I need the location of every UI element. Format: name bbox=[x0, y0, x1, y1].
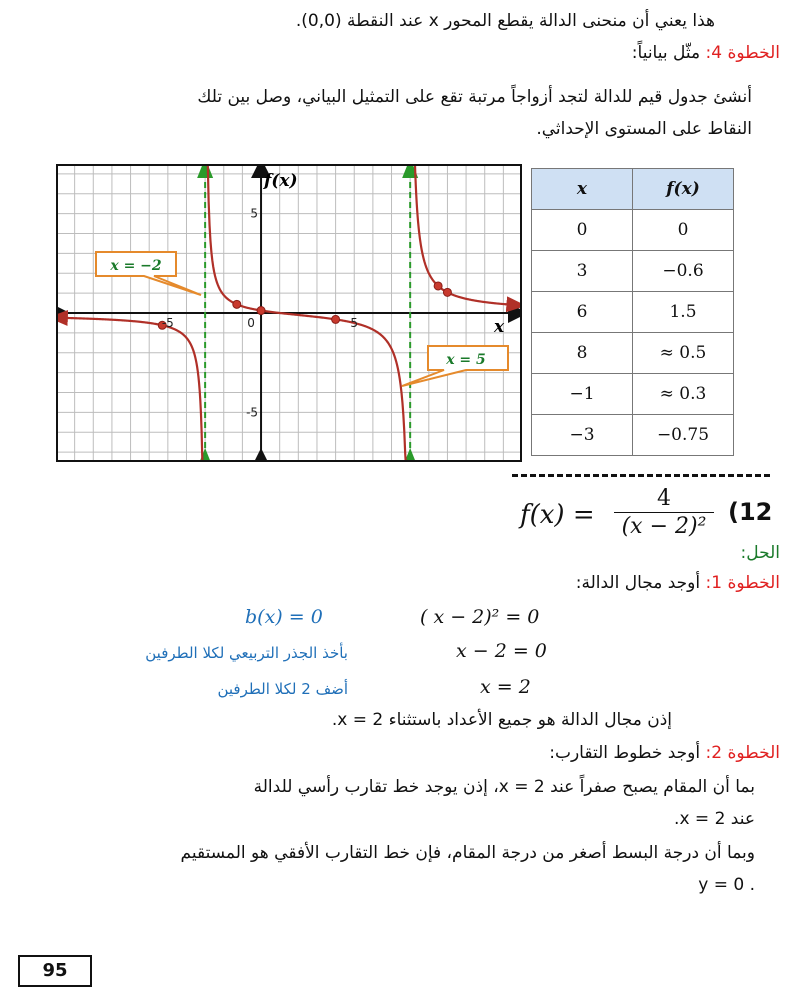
equation-1: ( x − 2)² = 0 bbox=[420, 606, 540, 628]
table-cell-x: 6 bbox=[532, 292, 633, 333]
asymptote-label-left: x = −2 bbox=[110, 258, 162, 274]
table-cell-fx: ≈ 0.5 bbox=[633, 333, 734, 374]
equation-1-note: b(x) = 0 bbox=[245, 606, 323, 628]
solution-label: الحل: bbox=[740, 543, 780, 563]
table-row bbox=[532, 251, 734, 292]
data-point bbox=[233, 300, 241, 308]
step1-label: الخطوة 1: bbox=[705, 573, 780, 593]
table-cell-fx: ≈ 0.3 bbox=[633, 374, 734, 415]
horizontal-asymptote-line-2: . y = 0 bbox=[698, 875, 755, 895]
step1-text: أوجد مجال الدالة: bbox=[575, 573, 701, 593]
step2-text: أوجد خطوط التقارب: bbox=[549, 743, 701, 763]
fraction-numerator: 4 bbox=[657, 486, 671, 511]
table-cell-x: −3 bbox=[532, 415, 633, 456]
problem-12 bbox=[520, 486, 780, 546]
tick-label: 5 bbox=[250, 206, 259, 221]
table-cell-fx: −0.75 bbox=[633, 415, 734, 456]
tick-label: -5 bbox=[246, 405, 259, 420]
step2-label: الخطوة 2: bbox=[705, 743, 780, 763]
table-cell-fx: 0 bbox=[633, 210, 734, 251]
curve-left bbox=[63, 318, 202, 462]
table-cell-x: 8 bbox=[532, 333, 633, 374]
step2-heading bbox=[549, 740, 780, 766]
table-cell-x: 3 bbox=[532, 251, 633, 292]
table-header-row bbox=[532, 169, 734, 210]
problem-lhs: f(x) = bbox=[520, 500, 595, 530]
table-row bbox=[532, 292, 734, 333]
table-cell-fx: −0.6 bbox=[633, 251, 734, 292]
paragraph-line-2: النقاط على المستوى الإحداثي. bbox=[536, 119, 752, 139]
equation-3-note: أضف 2 لكلا الطرفين bbox=[217, 680, 348, 698]
table-row bbox=[532, 415, 734, 456]
paragraph-line-1: أنشئ جدول قيم للدالة لتجد أزواجاً مرتبة تقع على التمثيل البياني، وصل بين تلك bbox=[197, 87, 752, 107]
step4-heading bbox=[632, 40, 780, 66]
x-axis-label: x bbox=[494, 317, 505, 337]
table-cell-x: −1 bbox=[532, 374, 633, 415]
data-point bbox=[257, 307, 265, 315]
horizontal-asymptote-line-1: وبما أن درجة البسط أصغر من درجة المقام، فإن خط التقارب الأفقي هو المستقيم bbox=[180, 843, 755, 863]
asymptote-label-right: x = 5 bbox=[446, 352, 486, 368]
points bbox=[158, 282, 451, 329]
curve-right bbox=[413, 164, 513, 305]
step4-text: مثّل بيانياً: bbox=[631, 43, 701, 63]
table-row bbox=[532, 333, 734, 374]
table-header-x: x bbox=[532, 169, 633, 210]
vertical-asymptote-line-2: عند x = 2. bbox=[674, 809, 755, 829]
tick-label: 0 bbox=[247, 316, 255, 330]
step1-heading bbox=[576, 570, 780, 596]
page-number: 95 bbox=[18, 955, 92, 987]
step4-label: الخطوة 4: bbox=[705, 43, 780, 63]
table-cell-fx: 1.5 bbox=[633, 292, 734, 333]
tick-label: 5 bbox=[350, 316, 359, 330]
fraction-denominator: (x − 2)² bbox=[621, 514, 707, 539]
tick-label: -5 bbox=[161, 316, 174, 330]
table-header-fx: f(x) bbox=[633, 169, 734, 210]
data-point bbox=[443, 288, 451, 296]
equation-2-note: بأخذ الجذر التربيعي لكلا الطرفين bbox=[145, 644, 348, 662]
function-graph bbox=[56, 164, 522, 462]
intro-line: هذا يعني أن منحنى الدالة يقطع المحور x عند النقطة (0,0). bbox=[295, 11, 715, 31]
equation-3: x = 2 bbox=[480, 676, 531, 698]
vertical-asymptote-line-1: بما أن المقام يصبح صفراً عند x = 2، إذن يوجد خط تقارب رأسي للدالة bbox=[253, 777, 755, 797]
table-row bbox=[532, 374, 734, 415]
section-divider bbox=[512, 474, 770, 477]
data-point bbox=[434, 282, 442, 290]
values-table bbox=[531, 168, 734, 456]
asymptote-callout-right bbox=[402, 346, 508, 386]
table-cell-x: 0 bbox=[532, 210, 633, 251]
domain-conclusion: إذن مجال الدالة هو جميع الأعداد باستثناء x = 2. bbox=[331, 710, 672, 730]
problem-fraction bbox=[612, 486, 716, 541]
equation-2: x − 2 = 0 bbox=[456, 640, 547, 662]
curve-arrow bbox=[505, 304, 516, 305]
y-axis-label: f(x) bbox=[264, 171, 298, 191]
problem-number: (12 bbox=[728, 498, 773, 526]
data-point bbox=[332, 315, 340, 323]
table-row bbox=[532, 210, 734, 251]
